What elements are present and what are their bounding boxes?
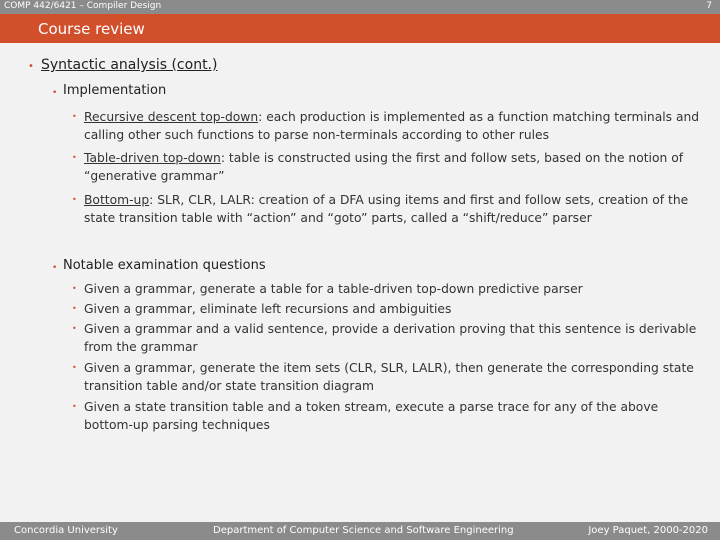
item-term: Bottom-up (84, 193, 150, 207)
bullet-icon: • (72, 284, 77, 293)
bullet-icon: • (72, 112, 77, 121)
list-item (72, 300, 702, 318)
bullet-icon: • (72, 195, 77, 204)
questions-label: Notable examination questions (63, 258, 266, 273)
question-text: Given a grammar, eliminate left recursions and ambiguities (84, 302, 452, 316)
item-term: Table-driven top-down (84, 151, 221, 165)
footer-department: Department of Computer Science and Software Engineering (213, 525, 514, 536)
question-text: Given a grammar, generate a table for a table-driven top-down predictive parser (84, 282, 583, 296)
bullet-icon: • (52, 263, 58, 273)
top-bar (0, 0, 720, 14)
list-item (72, 149, 702, 185)
bullet-icon: • (72, 324, 77, 333)
bullet-icon: • (28, 61, 34, 72)
list-item (72, 320, 702, 356)
bullet-icon: • (72, 304, 77, 313)
footer-university: Concordia University (14, 525, 118, 536)
question-text: Given a grammar and a valid sentence, provide a derivation proving that this sentence is derivable from the grammar (84, 322, 697, 354)
section-label: Syntactic analysis (cont.) (41, 57, 218, 73)
bullet-icon: • (72, 402, 77, 411)
bullet-icon: • (72, 153, 77, 162)
list-item (72, 280, 702, 298)
slide-title: Course review (38, 20, 145, 38)
title-bar (0, 14, 720, 43)
list-item (72, 398, 702, 434)
course-name: COMP 442/6421 – Compiler Design (4, 1, 162, 11)
footer-author: Joey Paquet, 2000-2020 (588, 525, 708, 536)
item-text: : SLR, CLR, LALR: creation of a DFA using items and first and follow sets, creation of the state transition table with “action” and “goto” parts, called a “shift/reduce” parser (84, 193, 689, 225)
list-item (72, 191, 702, 227)
item-text: : table is constructed using the first and follow sets, based on the notion of “generative grammar” (84, 151, 684, 183)
question-text: Given a grammar, generate the item sets (CLR, SLR, LALR), then generate the corresponding state transition table and/or state transition diagram (84, 361, 694, 393)
page-number: 7 (706, 1, 712, 11)
bullet-icon: • (72, 363, 77, 372)
item-text: : each production is implemented as a function matching terminals and calling other such functions to parse non-terminals according to other rules (84, 110, 700, 142)
list-item (72, 108, 702, 144)
list-item (72, 359, 702, 395)
item-term: Recursive descent top-down (84, 110, 259, 124)
implementation-label: Implementation (63, 83, 167, 98)
bullet-icon: • (52, 88, 58, 98)
footer-bar (0, 522, 720, 540)
question-text: Given a state transition table and a token stream, execute a parse trace for any of the above bottom-up parsing techniques (84, 400, 659, 432)
